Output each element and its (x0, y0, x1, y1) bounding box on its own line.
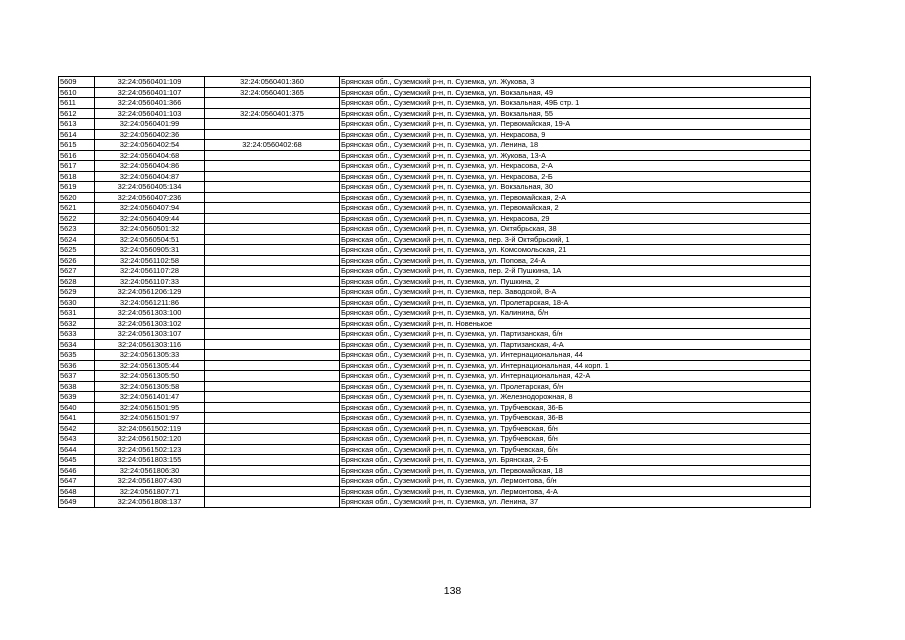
cadastral-number-cell: 32:24:0561211:86 (95, 297, 205, 308)
cadastral-number-cell: 32:24:0560401:103 (95, 108, 205, 119)
related-cadastral-number-cell (205, 392, 340, 403)
address-cell: Брянская обл., Суземский р-н, п. Суземка, ул. Жукова, 13-А (340, 150, 811, 161)
cadastral-number-cell: 32:24:0560501:32 (95, 224, 205, 235)
cadastral-number-cell: 32:24:0560404:87 (95, 171, 205, 182)
related-cadastral-number-cell (205, 255, 340, 266)
related-cadastral-number-cell (205, 266, 340, 277)
table-row (59, 455, 811, 466)
address-cell: Брянская обл., Суземский р-н, п. Суземка, ул. Жукова, 3 (340, 77, 811, 88)
related-cadastral-number-cell (205, 360, 340, 371)
cadastral-number-cell: 32:24:0560905:31 (95, 245, 205, 256)
table-row (59, 171, 811, 182)
table-row (59, 339, 811, 350)
row-number-cell: 5625 (59, 245, 95, 256)
row-number-cell: 5609 (59, 77, 95, 88)
cadastral-number-cell: 32:24:0561303:100 (95, 308, 205, 319)
row-number-cell: 5643 (59, 434, 95, 445)
address-cell: Брянская обл., Суземский р-н, п. Суземка, ул. Партизанская, б/н (340, 329, 811, 340)
cadastral-number-cell: 32:24:0561305:58 (95, 381, 205, 392)
address-cell: Брянская обл., Суземский р-н, п. Суземка, ул. Партизанская, 4-А (340, 339, 811, 350)
address-cell: Брянская обл., Суземский р-н, п. Суземка, ул. Трубчевская, 36-В (340, 413, 811, 424)
row-number-cell: 5611 (59, 98, 95, 109)
row-number-cell: 5649 (59, 497, 95, 508)
address-cell: Брянская обл., Суземский р-н, п. Суземка, ул. Попова, 24-А (340, 255, 811, 266)
address-cell: Брянская обл., Суземский р-н, п. Суземка, ул. Пушкина, 2 (340, 276, 811, 287)
table-row (59, 350, 811, 361)
cadastral-number-cell: 32:24:0561206:129 (95, 287, 205, 298)
address-cell: Брянская обл., Суземский р-н, п. Новенькое (340, 318, 811, 329)
related-cadastral-number-cell (205, 287, 340, 298)
row-number-cell: 5632 (59, 318, 95, 329)
related-cadastral-number-cell: 32:24:0560401:375 (205, 108, 340, 119)
address-cell: Брянская обл., Суземский р-н, п. Суземка, ул. Первомайская, 18 (340, 465, 811, 476)
related-cadastral-number-cell (205, 350, 340, 361)
address-cell: Брянская обл., Суземский р-н, п. Суземка, ул. Первомайская, 2-А (340, 192, 811, 203)
address-cell: Брянская обл., Суземский р-н, п. Суземка, ул. Некрасова, 2-А (340, 161, 811, 172)
cadastral-number-cell: 32:24:0561303:116 (95, 339, 205, 350)
cadastral-number-cell: 32:24:0560409:44 (95, 213, 205, 224)
table-row (59, 465, 811, 476)
related-cadastral-number-cell (205, 150, 340, 161)
address-cell: Брянская обл., Суземский р-н, п. Суземка, ул. Некрасова, 9 (340, 129, 811, 140)
related-cadastral-number-cell (205, 497, 340, 508)
related-cadastral-number-cell (205, 402, 340, 413)
table-row (59, 423, 811, 434)
cadastral-number-cell: 32:24:0561305:50 (95, 371, 205, 382)
address-cell: Брянская обл., Суземский р-н, п. Суземка, ул. Вокзальная, 49Б стр. 1 (340, 98, 811, 109)
row-number-cell: 5618 (59, 171, 95, 182)
address-cell: Брянская обл., Суземский р-н, п. Суземка, пер. Заводской, 8-А (340, 287, 811, 298)
cadastral-number-cell: 32:24:0561305:44 (95, 360, 205, 371)
related-cadastral-number-cell: 32:24:0560401:365 (205, 87, 340, 98)
cadastral-number-cell: 32:24:0560402:36 (95, 129, 205, 140)
related-cadastral-number-cell (205, 192, 340, 203)
registry-table-body (59, 77, 811, 508)
row-number-cell: 5622 (59, 213, 95, 224)
row-number-cell: 5623 (59, 224, 95, 235)
cadastral-number-cell: 32:24:0561807:430 (95, 476, 205, 487)
related-cadastral-number-cell (205, 413, 340, 424)
table-row (59, 434, 811, 445)
table-row (59, 329, 811, 340)
related-cadastral-number-cell (205, 423, 340, 434)
address-cell: Брянская обл., Суземский р-н, п. Суземка, ул. Первомайская, 19-А (340, 119, 811, 130)
address-cell: Брянская обл., Суземский р-н, п. Суземка, ул. Вокзальная, 49 (340, 87, 811, 98)
related-cadastral-number-cell (205, 297, 340, 308)
row-number-cell: 5628 (59, 276, 95, 287)
table-row (59, 497, 811, 508)
cadastral-number-cell: 32:24:0561803:155 (95, 455, 205, 466)
related-cadastral-number-cell (205, 245, 340, 256)
address-cell: Брянская обл., Суземский р-н, п. Суземка, ул. Железнодорожная, 8 (340, 392, 811, 403)
address-cell: Брянская обл., Суземский р-н, п. Суземка, ул. Первомайская, 2 (340, 203, 811, 214)
address-cell: Брянская обл., Суземский р-н, п. Суземка, ул. Трубчевская, б/н (340, 423, 811, 434)
address-cell: Брянская обл., Суземский р-н, п. Суземка, ул. Октябрьская, 38 (340, 224, 811, 235)
related-cadastral-number-cell (205, 213, 340, 224)
cadastral-number-cell: 32:24:0561303:102 (95, 318, 205, 329)
row-number-cell: 5624 (59, 234, 95, 245)
related-cadastral-number-cell (205, 318, 340, 329)
table-row (59, 381, 811, 392)
address-cell: Брянская обл., Суземский р-н, п. Суземка, ул. Трубчевская, 36-Б (340, 402, 811, 413)
row-number-cell: 5612 (59, 108, 95, 119)
address-cell: Брянская обл., Суземский р-н, п. Суземка, ул. Калинина, б/н (340, 308, 811, 319)
row-number-cell: 5635 (59, 350, 95, 361)
table-row (59, 255, 811, 266)
related-cadastral-number-cell (205, 371, 340, 382)
related-cadastral-number-cell (205, 129, 340, 140)
table-row (59, 150, 811, 161)
table-row (59, 266, 811, 277)
cadastral-number-cell: 32:24:0560401:99 (95, 119, 205, 130)
address-cell: Брянская обл., Суземский р-н, п. Суземка, ул. Лермонтова, б/н (340, 476, 811, 487)
table-row (59, 276, 811, 287)
address-cell: Брянская обл., Суземский р-н, п. Суземка, ул. Лермонтова, 4-А (340, 486, 811, 497)
page-number: 138 (443, 585, 462, 597)
row-number-cell: 5617 (59, 161, 95, 172)
cadastral-number-cell: 32:24:0560407:236 (95, 192, 205, 203)
cadastral-number-cell: 32:24:0560504:51 (95, 234, 205, 245)
row-number-cell: 5647 (59, 476, 95, 487)
related-cadastral-number-cell (205, 339, 340, 350)
row-number-cell: 5631 (59, 308, 95, 319)
row-number-cell: 5633 (59, 329, 95, 340)
related-cadastral-number-cell (205, 476, 340, 487)
table-row (59, 476, 811, 487)
related-cadastral-number-cell (205, 234, 340, 245)
table-row (59, 486, 811, 497)
cadastral-number-cell: 32:24:0561806:30 (95, 465, 205, 476)
row-number-cell: 5640 (59, 402, 95, 413)
row-number-cell: 5636 (59, 360, 95, 371)
table-row (59, 444, 811, 455)
row-number-cell: 5614 (59, 129, 95, 140)
related-cadastral-number-cell: 32:24:0560402:68 (205, 140, 340, 151)
table-row (59, 182, 811, 193)
table-row (59, 77, 811, 88)
row-number-cell: 5616 (59, 150, 95, 161)
cadastral-number-cell: 32:24:0561107:33 (95, 276, 205, 287)
address-cell: Брянская обл., Суземский р-н, п. Суземка, ул. Пролетарская, 18-А (340, 297, 811, 308)
row-number-cell: 5613 (59, 119, 95, 130)
address-cell: Брянская обл., Суземский р-н, п. Суземка, ул. Брянская, 2-Б (340, 455, 811, 466)
related-cadastral-number-cell (205, 465, 340, 476)
cadastral-number-cell: 32:24:0560402:54 (95, 140, 205, 151)
cadastral-number-cell: 32:24:0560405:134 (95, 182, 205, 193)
row-number-cell: 5619 (59, 182, 95, 193)
row-number-cell: 5621 (59, 203, 95, 214)
cadastral-number-cell: 32:24:0561808:137 (95, 497, 205, 508)
table-row (59, 108, 811, 119)
row-number-cell: 5615 (59, 140, 95, 151)
table-row (59, 287, 811, 298)
related-cadastral-number-cell (205, 486, 340, 497)
cadastral-number-cell: 32:24:0560407:94 (95, 203, 205, 214)
cadastral-number-cell: 32:24:0560404:86 (95, 161, 205, 172)
related-cadastral-number-cell (205, 381, 340, 392)
cadastral-number-cell: 32:24:0561107:28 (95, 266, 205, 277)
row-number-cell: 5610 (59, 87, 95, 98)
cadastral-number-cell: 32:24:0561501:97 (95, 413, 205, 424)
table-row (59, 371, 811, 382)
row-number-cell: 5634 (59, 339, 95, 350)
row-number-cell: 5620 (59, 192, 95, 203)
table-row (59, 192, 811, 203)
table-row (59, 392, 811, 403)
row-number-cell: 5642 (59, 423, 95, 434)
address-cell: Брянская обл., Суземский р-н, п. Суземка, ул. Некрасова, 2-Б (340, 171, 811, 182)
related-cadastral-number-cell (205, 434, 340, 445)
cadastral-number-cell: 32:24:0561102:58 (95, 255, 205, 266)
related-cadastral-number-cell (205, 161, 340, 172)
address-cell: Брянская обл., Суземский р-н, п. Суземка, ул. Интернациональная, 44 (340, 350, 811, 361)
cadastral-number-cell: 32:24:0560404:68 (95, 150, 205, 161)
address-cell: Брянская обл., Суземский р-н, п. Суземка, пер. 2-й Пушкина, 1А (340, 266, 811, 277)
related-cadastral-number-cell (205, 308, 340, 319)
table-row (59, 161, 811, 172)
table-row (59, 203, 811, 214)
cadastral-number-cell: 32:24:0561502:119 (95, 423, 205, 434)
address-cell: Брянская обл., Суземский р-н, п. Суземка, ул. Интернациональная, 42-А (340, 371, 811, 382)
registry-table (58, 76, 811, 508)
cadastral-number-cell: 32:24:0560401:109 (95, 77, 205, 88)
row-number-cell: 5637 (59, 371, 95, 382)
table-row (59, 360, 811, 371)
cadastral-number-cell: 32:24:0561305:33 (95, 350, 205, 361)
table-row (59, 87, 811, 98)
address-cell: Брянская обл., Суземский р-н, п. Суземка, ул. Некрасова, 29 (340, 213, 811, 224)
related-cadastral-number-cell (205, 182, 340, 193)
table-row (59, 140, 811, 151)
table-row (59, 308, 811, 319)
related-cadastral-number-cell (205, 98, 340, 109)
cadastral-number-cell: 32:24:0560401:366 (95, 98, 205, 109)
table-row (59, 318, 811, 329)
table-row (59, 98, 811, 109)
address-cell: Брянская обл., Суземский р-н, п. Суземка, ул. Ленина, 37 (340, 497, 811, 508)
related-cadastral-number-cell (205, 119, 340, 130)
table-row (59, 234, 811, 245)
table-row (59, 224, 811, 235)
address-cell: Брянская обл., Суземский р-н, п. Суземка, ул. Вокзальная, 55 (340, 108, 811, 119)
table-row (59, 213, 811, 224)
related-cadastral-number-cell (205, 455, 340, 466)
table-row (59, 402, 811, 413)
related-cadastral-number-cell (205, 224, 340, 235)
table-row (59, 245, 811, 256)
related-cadastral-number-cell: 32:24:0560401:360 (205, 77, 340, 88)
address-cell: Брянская обл., Суземский р-н, п. Суземка, ул. Трубчевская, б/н (340, 434, 811, 445)
row-number-cell: 5644 (59, 444, 95, 455)
address-cell: Брянская обл., Суземский р-н, п. Суземка, ул. Ленина, 18 (340, 140, 811, 151)
row-number-cell: 5627 (59, 266, 95, 277)
table-row (59, 297, 811, 308)
table-row (59, 413, 811, 424)
related-cadastral-number-cell (205, 444, 340, 455)
address-cell: Брянская обл., Суземский р-н, п. Суземка, ул. Интернациональная, 44 корп. 1 (340, 360, 811, 371)
address-cell: Брянская обл., Суземский р-н, п. Суземка, ул. Вокзальная, 30 (340, 182, 811, 193)
table-row (59, 129, 811, 140)
row-number-cell: 5639 (59, 392, 95, 403)
cadastral-number-cell: 32:24:0561807:71 (95, 486, 205, 497)
cadastral-number-cell: 32:24:0561501:95 (95, 402, 205, 413)
cadastral-number-cell: 32:24:0561502:123 (95, 444, 205, 455)
row-number-cell: 5648 (59, 486, 95, 497)
cadastral-number-cell: 32:24:0561502:120 (95, 434, 205, 445)
row-number-cell: 5645 (59, 455, 95, 466)
address-cell: Брянская обл., Суземский р-н, п. Суземка, ул. Пролетарская, б/н (340, 381, 811, 392)
row-number-cell: 5641 (59, 413, 95, 424)
cadastral-number-cell: 32:24:0560401:107 (95, 87, 205, 98)
row-number-cell: 5646 (59, 465, 95, 476)
cadastral-number-cell: 32:24:0561401:47 (95, 392, 205, 403)
row-number-cell: 5629 (59, 287, 95, 298)
table-row (59, 119, 811, 130)
row-number-cell: 5638 (59, 381, 95, 392)
related-cadastral-number-cell (205, 203, 340, 214)
row-number-cell: 5626 (59, 255, 95, 266)
address-cell: Брянская обл., Суземский р-н, п. Суземка, пер. 3-й Октябрьский, 1 (340, 234, 811, 245)
cadastral-number-cell: 32:24:0561303:107 (95, 329, 205, 340)
address-cell: Брянская обл., Суземский р-н, п. Суземка, ул. Трубчевская, б/н (340, 444, 811, 455)
related-cadastral-number-cell (205, 276, 340, 287)
row-number-cell: 5630 (59, 297, 95, 308)
address-cell: Брянская обл., Суземский р-н, п. Суземка, ул. Комсомольская, 21 (340, 245, 811, 256)
related-cadastral-number-cell (205, 171, 340, 182)
related-cadastral-number-cell (205, 329, 340, 340)
